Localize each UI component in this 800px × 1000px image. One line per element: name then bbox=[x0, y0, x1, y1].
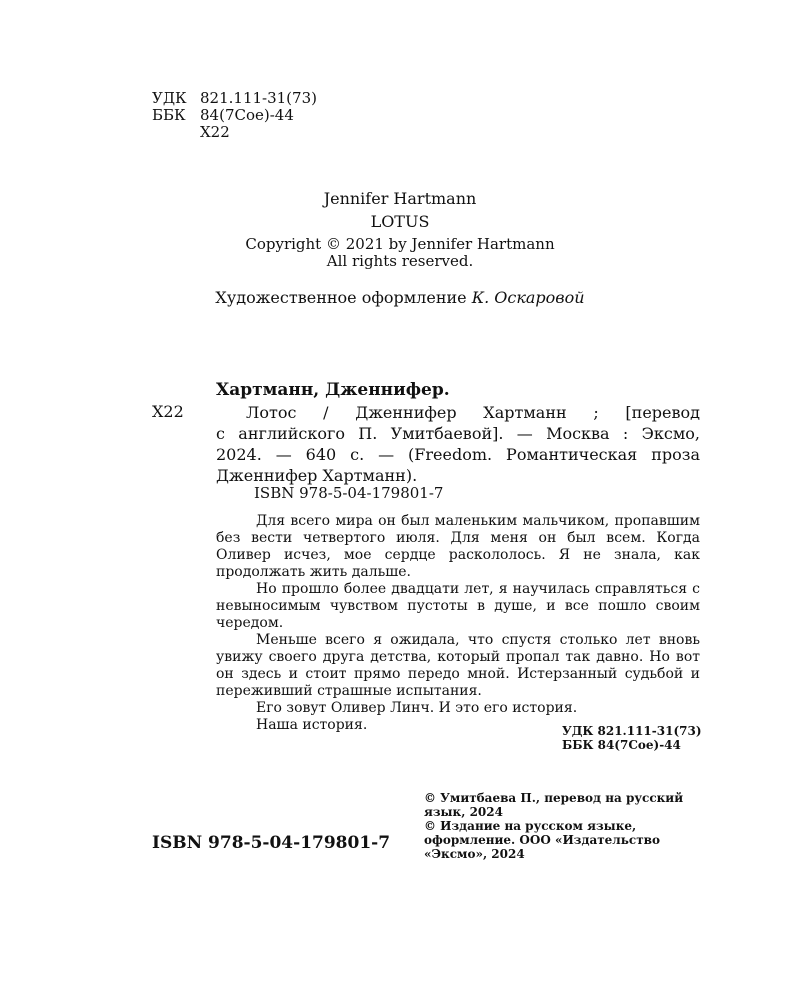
bib-heading: Хартманн, Дженнифер. bbox=[216, 380, 450, 400]
annotation bbox=[216, 513, 700, 734]
bottom-udk: УДК 821.111-31(73) bbox=[562, 724, 702, 738]
original-author: Jennifer Hartmann bbox=[323, 189, 477, 208]
bib-line: Дженнифер Хартманн). bbox=[216, 466, 418, 485]
bib-line: с английского П. Умитбаевой]. — Москва : Эксмо, bbox=[216, 424, 700, 443]
bbk-value: 84(7Сое)-44 bbox=[200, 106, 294, 124]
original-title: LOTUS bbox=[370, 212, 430, 231]
udk-value: 821.111-31(73) bbox=[200, 89, 317, 107]
annotation-paragraph: Но прошло более двадцати лет, я научилась справляться с невыносимым чувством пустоты в душе, и все пошло своим чередом. bbox=[216, 581, 700, 631]
bib-isbn: ISBN 978-5-04-179801-7 bbox=[254, 484, 444, 502]
bib-description bbox=[216, 402, 700, 486]
author-mark-line bbox=[152, 124, 317, 141]
bib-line: 2024. — 640 с. — (Freedom. Романтическая проза bbox=[216, 445, 700, 464]
annotation-paragraph: Наша история. bbox=[256, 717, 368, 733]
bbk-label: ББК bbox=[152, 106, 186, 124]
design-credit-name: К. Оскаровой bbox=[471, 288, 585, 307]
design-credit bbox=[0, 288, 800, 308]
author-mark-top: Х22 bbox=[200, 123, 230, 141]
annotation-paragraph: Его зовут Оливер Линч. И это его история. bbox=[256, 700, 578, 716]
design-credit-label: Художественное оформление bbox=[215, 288, 467, 307]
bbk-line bbox=[152, 107, 317, 124]
copyright-line: Copyright © 2021 by Jennifer Hartmann bbox=[245, 235, 555, 253]
bib-line: Лотос / Дженнифер Хартманн ; [перевод bbox=[246, 403, 700, 422]
footer-copyrights bbox=[424, 791, 706, 861]
udk-line bbox=[152, 90, 317, 107]
annotation-paragraph: Для всего мира он был маленьким мальчиком, пропавшим без вести четвертого июля. Для меня он был всем. Когда Оливер исчез, мое сердце раскололось. Я не знала, как продолжать жить дальше. bbox=[216, 513, 700, 580]
annotation-paragraph: Меньше всего я ожидала, что спустя столько лет вновь увижу своего друга детства, который пропал так давно. Но вот он здесь и стоит прямо передо мной. Истерзанный судьбой и переживший страшные испытания. bbox=[216, 632, 700, 699]
udk-label: УДК bbox=[152, 89, 187, 107]
bottom-bbk: ББК 84(7Сое)-44 bbox=[562, 738, 681, 752]
footer-isbn: ISBN 978-5-04-179801-7 bbox=[152, 833, 391, 853]
bib-author-mark: Х22 bbox=[152, 402, 184, 421]
copyright-edition: © Издание на русском языке, оформление. ООО «Издательство «Эксмо», 2024 bbox=[424, 819, 660, 861]
top-classification bbox=[152, 90, 317, 141]
rights-line: All rights reserved. bbox=[326, 252, 474, 270]
copyright-translation: © Умитбаева П., перевод на русский язык, 2024 bbox=[424, 791, 684, 819]
